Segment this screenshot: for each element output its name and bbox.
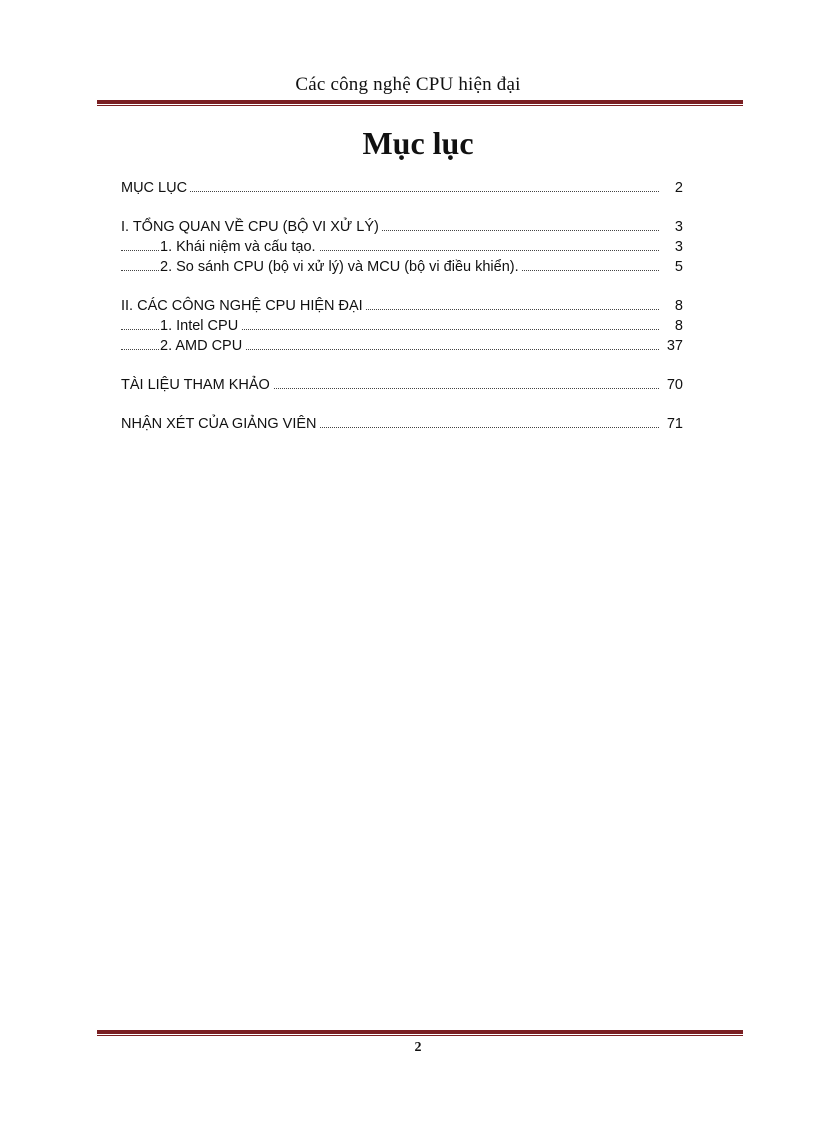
toc-entry-page: 8: [659, 296, 683, 316]
toc-entry-section-1[interactable]: [121, 217, 683, 237]
toc-title: Mục lục: [362, 125, 474, 161]
toc-entry-instructor-comments[interactable]: [121, 414, 683, 434]
toc-entry-label: 1. Intel CPU: [160, 316, 241, 336]
toc-entry-label: II. CÁC CÔNG NGHỆ CPU HIỆN ĐẠI: [121, 296, 366, 316]
toc-entry-page: 71: [659, 414, 683, 434]
toc-entry-page: 3: [659, 217, 683, 237]
toc-entry-section-1-1[interactable]: [121, 237, 683, 257]
toc-entry-section-2-1[interactable]: [121, 316, 683, 336]
toc-entry-label: NHẬN XÉT CỦA GIẢNG VIÊN: [121, 414, 320, 434]
header-title: Các công nghệ CPU hiện đại: [295, 74, 521, 95]
toc-entry-references[interactable]: [121, 375, 683, 395]
toc-entry-label: 2. So sánh CPU (bộ vi xử lý) và MCU (bộ vi điều khiển).: [160, 257, 522, 277]
page-number: 2: [414, 1040, 422, 1055]
toc-entry-page: 5: [659, 257, 683, 277]
toc-entry-section-1-2[interactable]: [121, 257, 683, 277]
toc-entry-page: 2: [659, 178, 683, 198]
toc-entry-page: 3: [659, 237, 683, 257]
toc-entry-label: I. TỔNG QUAN VỀ CPU (BỘ VI XỬ LÝ): [121, 217, 382, 237]
toc-entry-section-2-2[interactable]: [121, 336, 683, 356]
header-rule: [97, 100, 743, 106]
toc-entry-label: TÀI LIỆU THAM KHẢO: [121, 375, 273, 395]
table-of-contents: [121, 178, 683, 434]
toc-entry-muc-luc[interactable]: [121, 178, 683, 198]
toc-entry-section-2[interactable]: [121, 296, 683, 316]
toc-entry-page: 37: [659, 336, 683, 356]
toc-entry-label: MỤC LỤC: [121, 178, 190, 198]
dot-leader: [121, 191, 659, 192]
toc-entry-label: 1. Khái niệm và cấu tạo.: [160, 237, 319, 257]
toc-entry-page: 70: [659, 375, 683, 395]
toc-entry-page: 8: [659, 316, 683, 336]
toc-entry-label: 2. AMD CPU: [160, 336, 245, 356]
footer-rule: [97, 1030, 743, 1036]
